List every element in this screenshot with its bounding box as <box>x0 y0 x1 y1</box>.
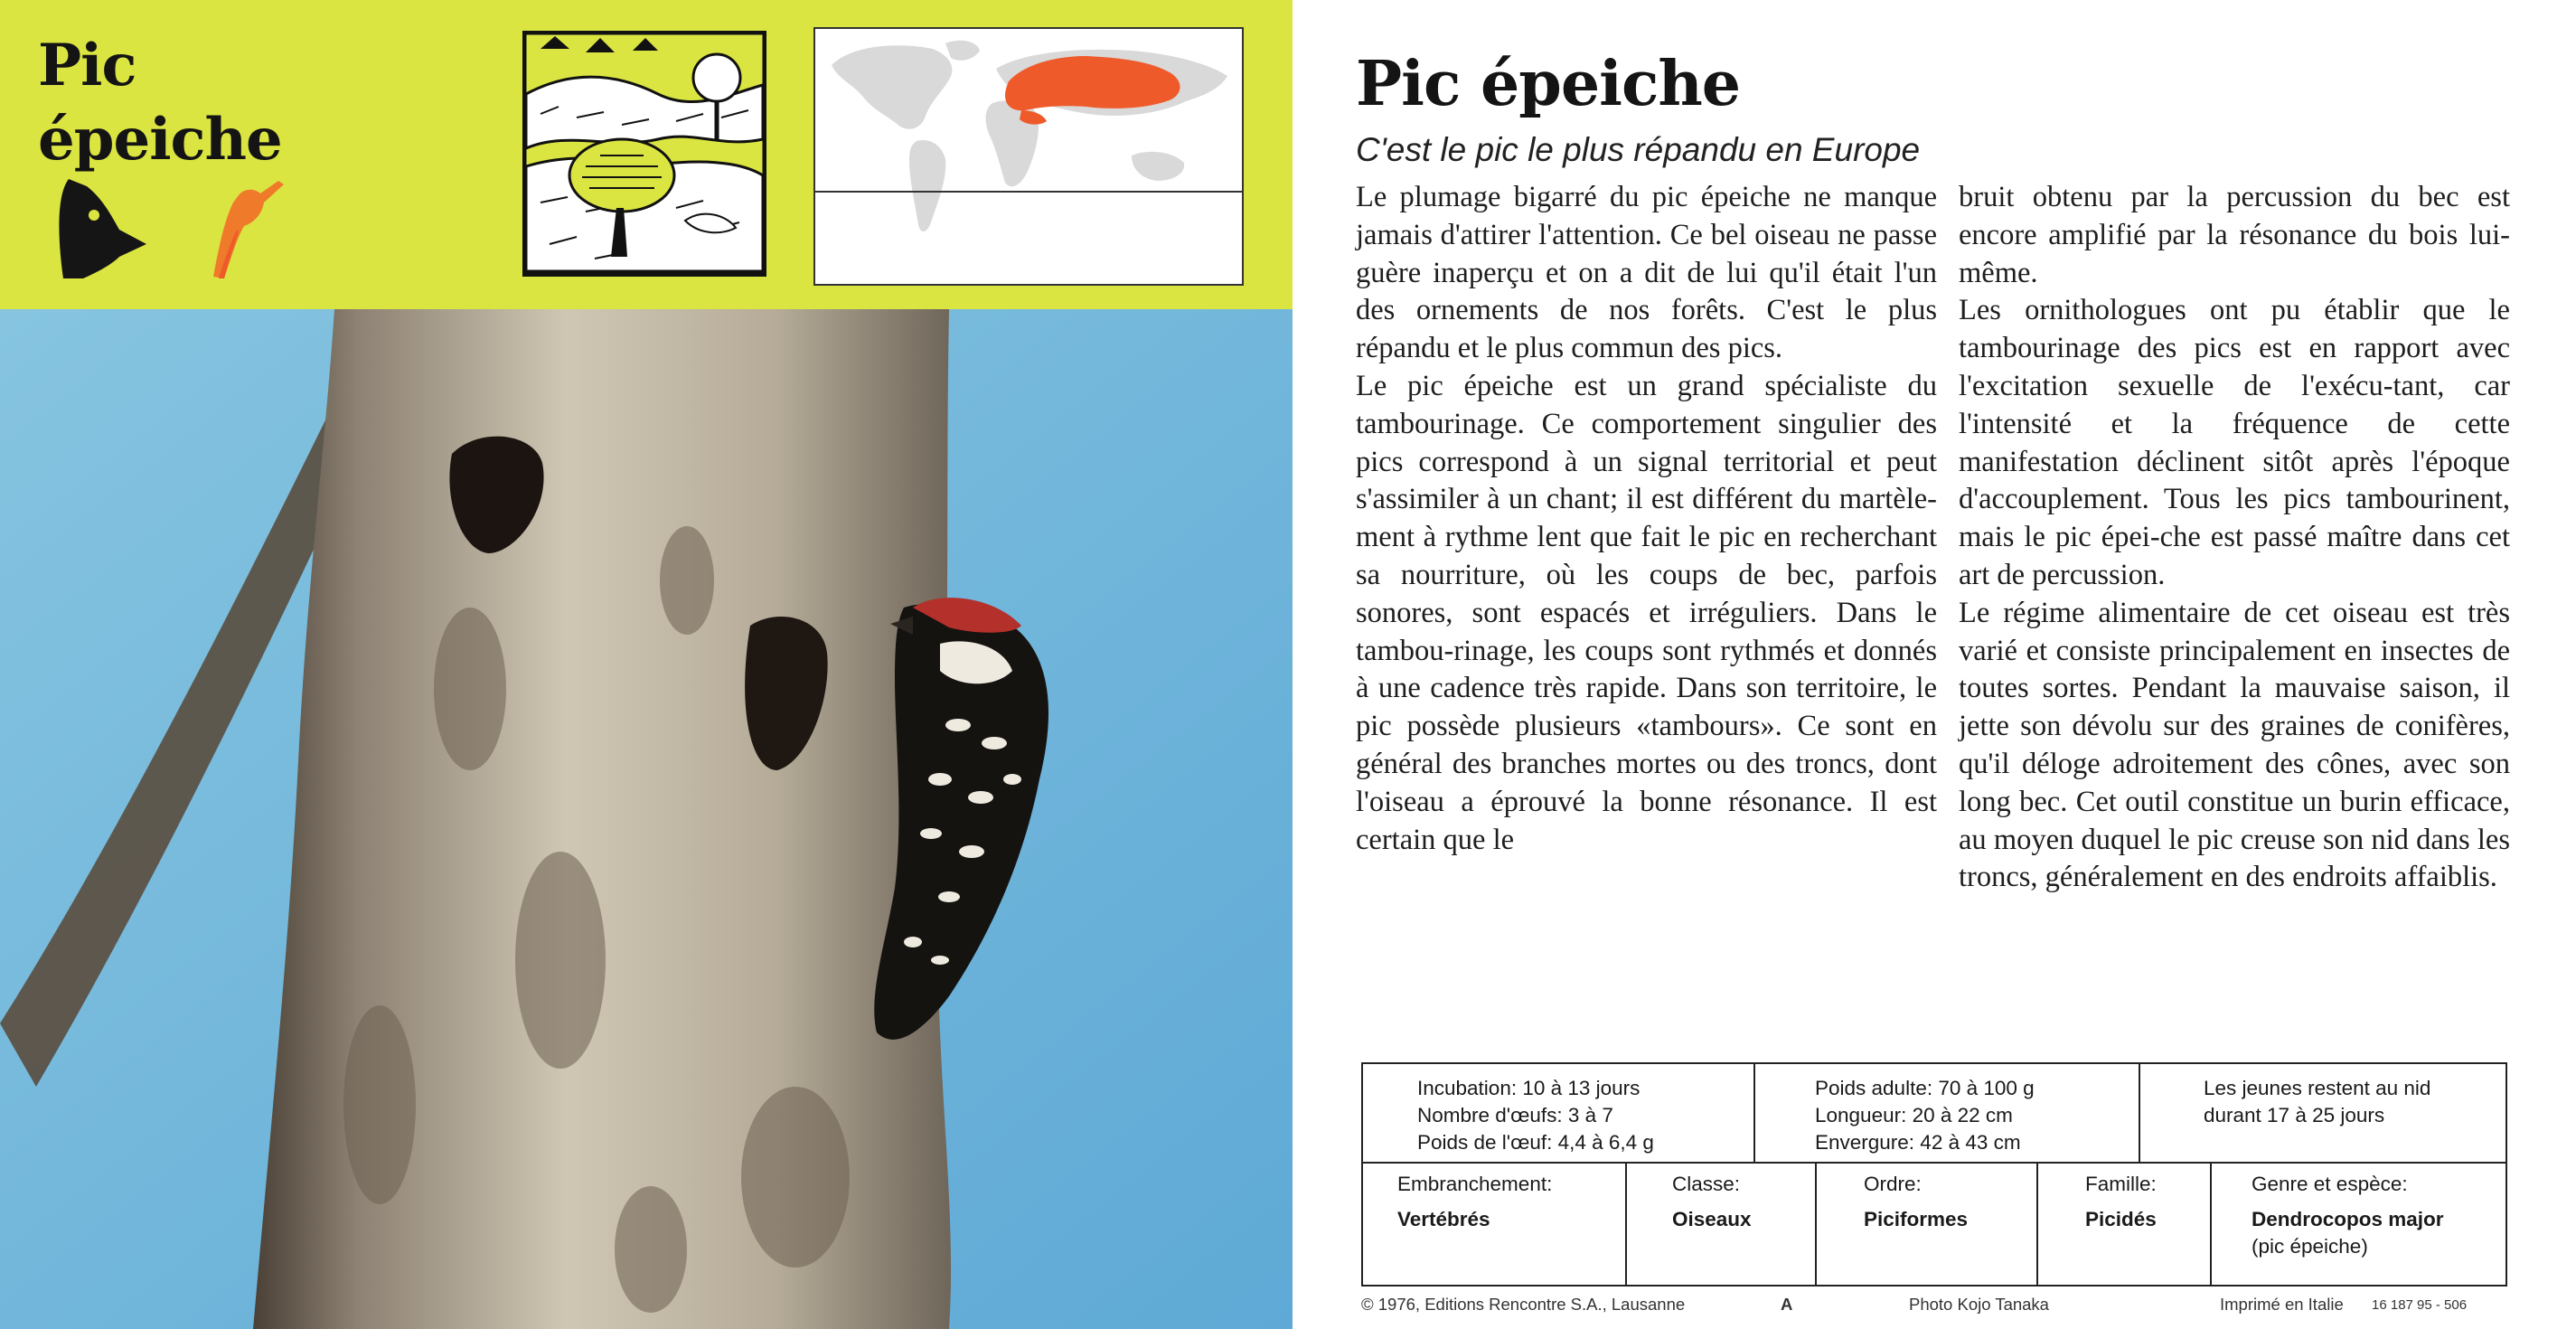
order-label: Ordre: <box>1864 1173 1922 1195</box>
woodpecker-climbing-icon <box>206 166 289 282</box>
species-value: Dendrocopos major <box>2252 1208 2444 1230</box>
taxonomy-class <box>1625 1162 1815 1285</box>
beak-icon <box>56 177 148 282</box>
nest-facts <box>2139 1064 2505 1162</box>
phylum-label: Embranchement: <box>1397 1173 1553 1195</box>
card-code: 16 187 95 - 506 <box>2372 1297 2468 1313</box>
photo-credit: Photo Kojo Tanaka <box>1909 1295 2049 1314</box>
wingspan: Envergure: 42 à 43 cm <box>1815 1131 2021 1154</box>
class-value: Oiseaux <box>1672 1208 1752 1230</box>
taxonomy-species <box>2210 1162 2505 1285</box>
species-common: (pic épeiche) <box>2252 1235 2368 1258</box>
habitat-forest-illustration <box>522 31 766 277</box>
card-back <box>1293 0 2576 1329</box>
taxonomy-phylum <box>1363 1162 1625 1285</box>
young-line1: Les jeunes restent au nid <box>2204 1077 2431 1099</box>
paragraph: Le régime alimentaire de cet oiseau est très varié et consiste principalement en insectes de toutes sortes. Pendant la mauvaise saison, il jette son dévolu sur des graines de conifères, qu'il déloge adroitement des cônes, avec son long bec. Cet outil constitue un burin efficace, au moyen duquel le pic creuse son nid dans les troncs, généralement en des endroits affaiblis. <box>1959 596 2510 894</box>
paragraph: Le plumage bigarré du pic épeiche ne manque jamais d'attirer l'attention. Ce bel oiseau ne passe guère inaperçu et on a dit de lui qu'il était l'un des ornements de nos forêts. C'est le plus répandu et le plus commun des pics. <box>1356 181 1937 365</box>
card-title-line1: Pic <box>38 32 136 99</box>
facts-table <box>1361 1062 2507 1287</box>
family-value: Picidés <box>2085 1208 2157 1230</box>
facts-row-breeding <box>1363 1064 2505 1164</box>
footer <box>1361 1295 2513 1318</box>
card-title-line2: épeiche <box>38 106 282 174</box>
class-label: Classe: <box>1672 1173 1741 1195</box>
size-facts <box>1753 1064 2139 1162</box>
back-title: Pic épeiche <box>1356 48 1741 120</box>
young-line2: durant 17 à 25 jours <box>2204 1104 2385 1126</box>
paragraph: Les ornithologues ont pu établir que le tambourinage des pics est en rapport avec l'excitation sexuelle de l'exécu-tant, car l'intensité et la fréquence de cette manifestation déclinent sitôt après l'époque d'accouplement. Tous les pics tambourinent, mais le pic épei-che est passé maître dans cet art de percussion. <box>1959 294 2510 591</box>
egg-weight: Poids de l'œuf: 4,4 à 6,4 g <box>1417 1131 1654 1154</box>
length: Longueur: 20 à 22 cm <box>1815 1104 2013 1126</box>
printed-in: Imprimé en Italie <box>2220 1295 2344 1314</box>
species-label: Genre et espèce: <box>2252 1173 2408 1195</box>
text-column-right <box>1959 179 2510 897</box>
phylum-value: Vertébrés <box>1397 1208 1490 1230</box>
breeding-facts <box>1363 1064 1753 1162</box>
incubation: Incubation: 10 à 13 jours <box>1417 1077 1641 1099</box>
text-column-left <box>1356 179 1937 859</box>
taxonomy-order <box>1815 1162 2036 1285</box>
subtitle: C'est le pic le plus répandu en Europe <box>1356 131 1921 168</box>
card-title <box>38 29 282 177</box>
adult-weight: Poids adulte: 70 à 100 g <box>1815 1077 2035 1099</box>
world-range-map <box>813 27 1244 286</box>
copyright: © 1976, Editions Rencontre S.A., Lausanne <box>1361 1295 1686 1314</box>
order-value: Piciformes <box>1864 1208 1969 1230</box>
woodpecker-photo <box>0 309 1293 1329</box>
paragraph: bruit obtenu par la percussion du bec est encore amplifié par la résonance du bois lui-même. <box>1959 181 2510 289</box>
taxonomy-family <box>2036 1162 2210 1285</box>
facts-row-taxonomy <box>1363 1162 2505 1285</box>
family-label: Famille: <box>2085 1173 2157 1195</box>
paragraph: Le pic épeiche est un grand spécialiste du tambourinage. Ce comportement singulier des pics correspond à un signal territorial et peut s'assimiler à un chant; il est différent du martèle-ment à rythme lent que fait le pic en recherchant sa nourriture, où les coups de bec, parfois sonores, sont espacés et irréguliers. Dans le tambou-rinage, les coups sont rythmés et donnés à une cadence très rapide. Dans son territoire, le pic possède plusieurs «tambours». Ce sont en général des branches mortes ou des troncs, dont l'oiseau a éprouvé la bonne résonance. Il est certain que le <box>1356 369 1937 856</box>
series-letter: A <box>1781 1295 1793 1314</box>
eggs-count: Nombre d'œufs: 3 à 7 <box>1417 1104 1613 1126</box>
